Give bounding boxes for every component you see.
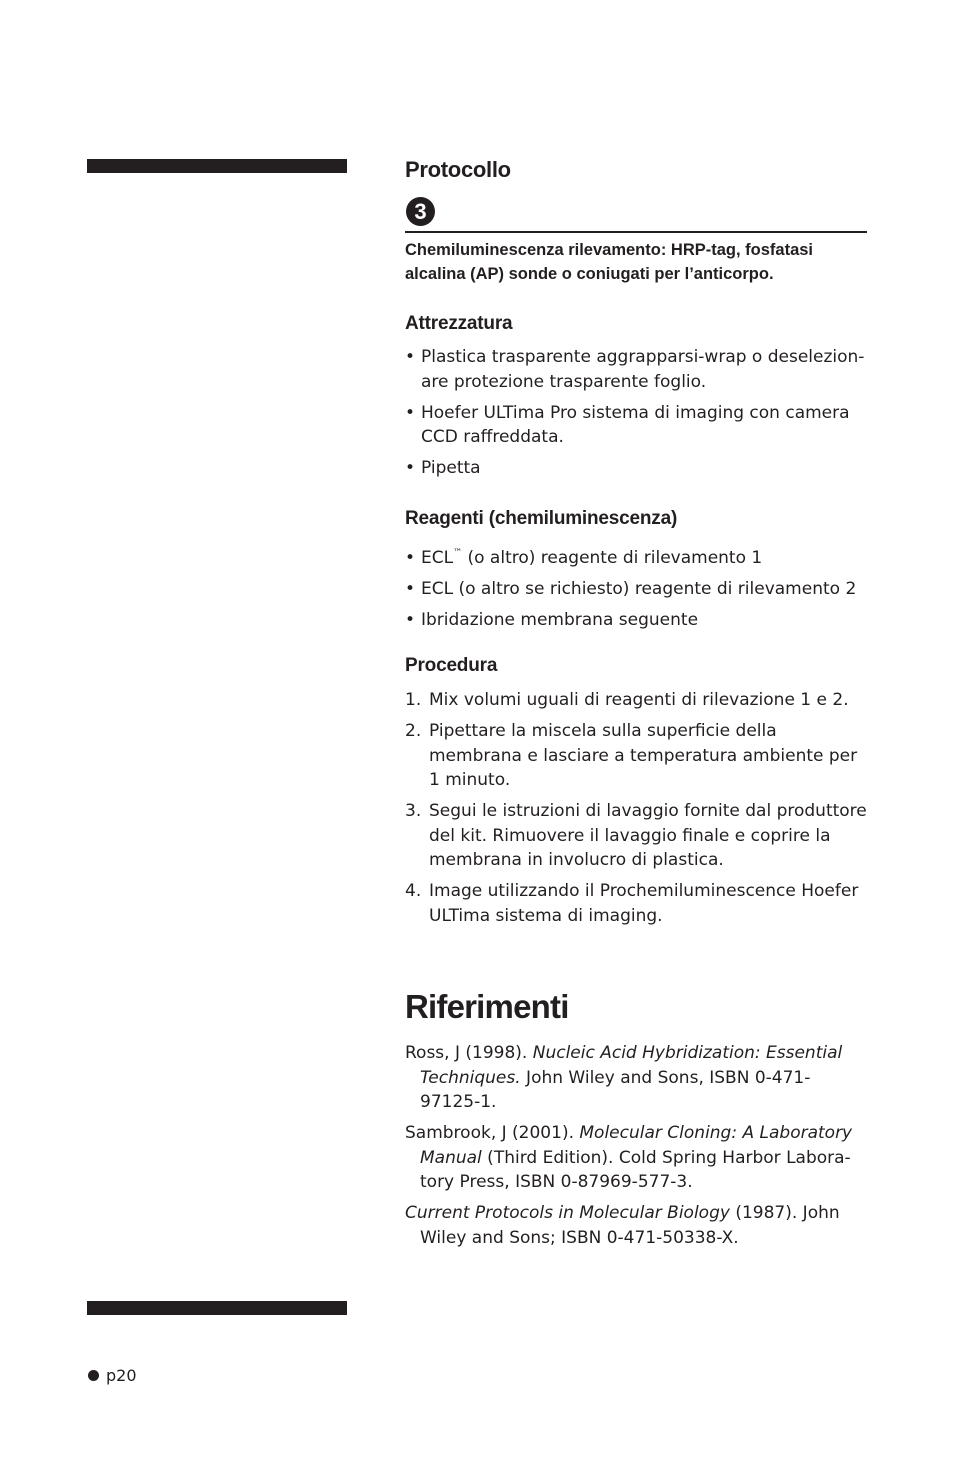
protocol-number-badge: 3 bbox=[406, 197, 435, 226]
equipment-item: • Plastica trasparente aggrapparsi-wrap o deselezion-are protezione trasparente foglio. bbox=[405, 345, 867, 394]
top-decorative-bar bbox=[87, 159, 347, 173]
procedure-step: 4. Image utilizzando il Prochemiluminescence Hoefer ULTima sistema di imaging. bbox=[405, 881, 859, 926]
equipment-item: • Hoefer ULTima Pro sistema di imaging con camera CCD raffreddata. bbox=[405, 401, 867, 450]
reagent-item: • Ibridazione membrana seguente bbox=[405, 608, 867, 633]
procedure-step: 3. Segui le istruzioni di lavaggio fornite dal produttore del kit. Rimuovere il lavaggio finale e coprire la membrana in involucro di plastica. bbox=[405, 801, 867, 870]
equipment-heading: Attrezzatura bbox=[405, 313, 513, 334]
reagents-heading: Reagenti (chemiluminescenza) bbox=[405, 508, 678, 529]
protocol-heading: Protocollo bbox=[405, 157, 511, 182]
bullet-dot-icon bbox=[88, 1370, 99, 1381]
references-list bbox=[405, 1041, 867, 1257]
trademark-symbol: ™ bbox=[453, 548, 463, 558]
procedure-step: 1. Mix volumi uguali di reagenti di rilevazione 1 e 2. bbox=[405, 690, 849, 710]
protocol-subtitle: Chemiluminescenza rilevamento: HRP-tag, fosfatasi alcalina (AP) sonde o coniugati per l’anticorpo. bbox=[405, 241, 814, 283]
page-footer bbox=[88, 1366, 137, 1385]
references-heading: Riferimenti bbox=[405, 988, 569, 1025]
reagents-list bbox=[405, 541, 867, 639]
heading-rule bbox=[405, 231, 867, 233]
equipment-item: • Pipetta bbox=[405, 456, 867, 481]
bottom-decorative-bar bbox=[87, 1301, 347, 1315]
procedure-step: 2. Pipettare la miscela sulla superficie della membrana e lasciare a temperatura ambiente per 1 minuto. bbox=[405, 721, 858, 790]
equipment-list bbox=[405, 345, 867, 487]
reference-item: Ross, J (1998). Nucleic Acid Hybridization: Essential Techniques. John Wiley and Sons, ISBN 0-471-97125-1. bbox=[405, 1043, 843, 1112]
reference-item: Current Protocols in Molecular Biology (1987). John Wiley and Sons; ISBN 0-471-50338-X. bbox=[405, 1203, 840, 1248]
reagent-item: • ECL™ (o altro) reagente di rilevamento 1 bbox=[405, 541, 867, 571]
reference-item: Sambrook, J (2001). Molecular Cloning: A Laboratory Manual (Third Edition). Cold Spring Harbor Labora-tory Press, ISBN 0-87969-577-3. bbox=[405, 1123, 853, 1192]
page-number: p20 bbox=[106, 1366, 137, 1385]
procedure-steps bbox=[405, 688, 867, 935]
reagent-item: • ECL (o altro se richiesto) reagente di rilevamento 2 bbox=[405, 577, 867, 602]
procedure-heading: Procedura bbox=[405, 655, 498, 676]
